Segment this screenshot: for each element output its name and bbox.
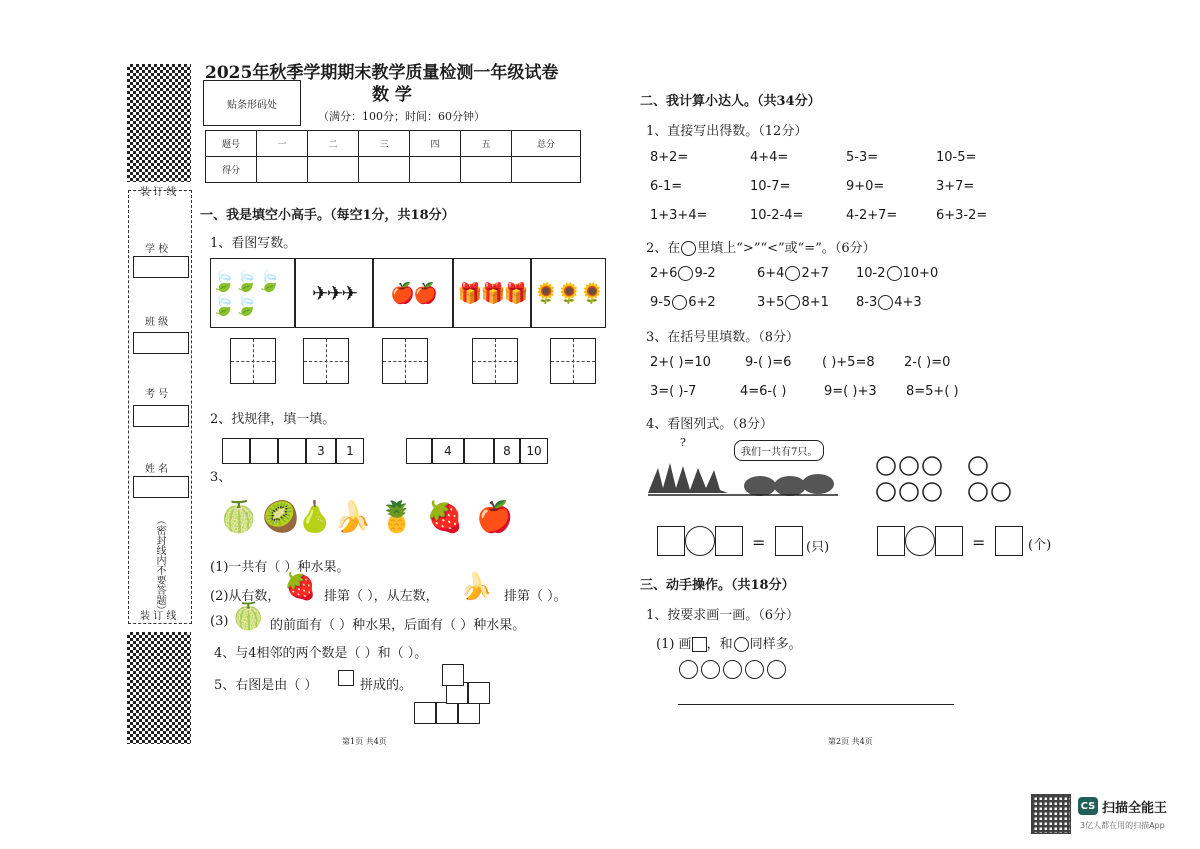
field-id-input[interactable] bbox=[133, 405, 189, 427]
calc-item: 1+3+4= bbox=[650, 208, 708, 223]
part1-heading: 一、我是填空小高手。（每空1分，共18分） bbox=[200, 208, 455, 223]
compare-circle[interactable] bbox=[887, 266, 902, 281]
part2-q2-start: 2、在 bbox=[646, 241, 681, 256]
compare-circle[interactable] bbox=[878, 295, 893, 310]
pattern-strip-top bbox=[127, 64, 191, 182]
score-table bbox=[205, 130, 581, 183]
part3-q1-1-mid: ，和 bbox=[706, 637, 733, 652]
equals-sign: = bbox=[752, 533, 766, 552]
fruit-apple-icon: 🍎 bbox=[476, 500, 514, 535]
calc-item: 10-7= bbox=[750, 179, 791, 194]
cube bbox=[436, 702, 458, 724]
score-row-label: 得分 bbox=[206, 157, 257, 183]
fill-item[interactable]: 2-( )=0 bbox=[904, 355, 951, 370]
drawing-answer-line[interactable] bbox=[678, 704, 954, 705]
square-icon bbox=[692, 637, 707, 652]
score-header-cell: 四 bbox=[410, 131, 461, 157]
answer-box[interactable] bbox=[775, 526, 803, 556]
score-input-cell[interactable] bbox=[410, 157, 461, 183]
fruit-melon-icon: 🍈 bbox=[220, 500, 258, 535]
exam-meta: （满分：100分；时间：60分钟） bbox=[318, 110, 485, 123]
fill-item[interactable]: ( )+5=8 bbox=[822, 355, 875, 370]
part1-q3-1: (1)一共有（ ）种水果。 bbox=[210, 560, 350, 575]
equation-box[interactable] bbox=[877, 526, 905, 556]
answer-grid[interactable] bbox=[303, 338, 349, 384]
fruit-kiwi-icon: 🥝 bbox=[262, 500, 300, 535]
equation-box[interactable] bbox=[715, 526, 743, 556]
question-mark: ? bbox=[680, 436, 686, 449]
part1-q2: 2、找规律，填一填。 bbox=[210, 412, 336, 427]
seal-note: （密封线内不要答题） bbox=[154, 515, 165, 615]
subject-title: 数 学 bbox=[372, 85, 412, 105]
part1-q5-end: 拼成的。 bbox=[360, 678, 413, 693]
score-input-cell[interactable] bbox=[461, 157, 512, 183]
part2-q2-end: 里填上“>”“<”或“=”。（6分） bbox=[697, 241, 876, 256]
part3-heading: 三、动手操作。（共18分） bbox=[640, 578, 795, 593]
picture-leaves: 🍃🍃🍃🍃🍃 bbox=[210, 258, 296, 328]
barcode-sticker-area: 贴条形码处 bbox=[203, 80, 301, 126]
fill-item[interactable]: 9-( )=6 bbox=[745, 355, 792, 370]
speech-bubble: 我们一共有7只。 bbox=[734, 440, 824, 461]
cube bbox=[442, 664, 464, 686]
sample-circle bbox=[767, 660, 786, 679]
calc-item: 3+7= bbox=[936, 179, 975, 194]
cube-stack-figure bbox=[414, 662, 494, 726]
part1-q1: 1、看图写数。 bbox=[210, 236, 297, 251]
sequence2-cell: 10 bbox=[520, 438, 548, 464]
part1-q5-start: 5、右图是由（ ） bbox=[214, 678, 318, 693]
equals-sign: = bbox=[972, 533, 986, 552]
sequence2-cell[interactable] bbox=[464, 438, 494, 464]
calc-item: 9+0= bbox=[846, 179, 885, 194]
answer-grid[interactable] bbox=[472, 338, 518, 384]
operator-circle[interactable] bbox=[685, 526, 715, 556]
part1-q4: 4、与4相邻的两个数是（ ）和（ ）。 bbox=[214, 646, 428, 661]
compare-item: 10-2 10+0 bbox=[856, 266, 939, 281]
fill-item[interactable]: 3=( )-7 bbox=[650, 384, 697, 399]
field-school-input[interactable] bbox=[133, 256, 189, 278]
page-footer-2: 第2页 共4页 bbox=[828, 737, 873, 746]
answer-grid[interactable] bbox=[230, 338, 276, 384]
equation-box[interactable] bbox=[657, 526, 685, 556]
sample-circle bbox=[745, 660, 764, 679]
compare-circle[interactable] bbox=[672, 295, 687, 310]
picture-planes: ✈✈✈ bbox=[294, 258, 374, 328]
compare-circle[interactable] bbox=[785, 266, 800, 281]
answer-grid[interactable] bbox=[550, 338, 596, 384]
calc-item: 4+4= bbox=[750, 150, 789, 165]
score-value-row bbox=[206, 157, 581, 183]
circle-icon bbox=[734, 637, 749, 652]
sequence2-cell: 8 bbox=[494, 438, 520, 464]
circle-icon bbox=[681, 241, 696, 256]
fruit-strawberry-icon: 🍓 bbox=[426, 500, 464, 535]
unit-label: (只) bbox=[806, 540, 830, 555]
sequence1-cell: 3 bbox=[306, 438, 336, 464]
compare-item: 8-3 4+3 bbox=[856, 295, 922, 310]
score-header-cell: 总分 bbox=[512, 131, 581, 157]
sequence1-cell[interactable] bbox=[278, 438, 306, 464]
part2-q1: 1、直接写出得数。（12分） bbox=[646, 124, 808, 139]
page-footer-1: 第1页 共4页 bbox=[342, 737, 387, 746]
part1-q3-3-start: (3) bbox=[210, 614, 229, 629]
field-label-id: 考 号 bbox=[145, 389, 169, 400]
calc-item: 6-1= bbox=[650, 179, 683, 194]
part2-q4: 4、看图列式。（8分） bbox=[646, 417, 774, 432]
sample-circle bbox=[701, 660, 720, 679]
compare-circle[interactable] bbox=[678, 266, 693, 281]
score-header-cell: 三 bbox=[359, 131, 410, 157]
picture-flowers: 🌻🌻🌻 bbox=[530, 258, 606, 328]
field-name-input[interactable] bbox=[133, 476, 189, 498]
part1-q3-2-mid: 排第（ ），从左数， bbox=[324, 589, 439, 604]
answer-box[interactable] bbox=[995, 526, 1023, 556]
cube bbox=[468, 682, 490, 704]
part3-q1: 1、按要求画一画。（6分） bbox=[646, 608, 800, 623]
part2-heading: 二、我计算小达人。（共34分） bbox=[640, 94, 821, 109]
qr-code bbox=[1031, 794, 1071, 834]
sequence1-cell: 1 bbox=[336, 438, 364, 464]
cube bbox=[414, 702, 436, 724]
calc-item: 5-3= bbox=[846, 150, 879, 165]
compare-item: 3+5 8+1 bbox=[757, 295, 829, 310]
melon-icon: 🍈 bbox=[232, 602, 265, 632]
part2-q3: 3、在括号里填数。（8分） bbox=[646, 330, 800, 345]
fruit-pineapple-icon: 🍍 bbox=[378, 500, 416, 535]
part1-q3-3-end: 的前面有（ ）种水果，后面有（ ）种水果。 bbox=[270, 618, 526, 633]
part1-q3: 3、 bbox=[210, 470, 232, 485]
score-input-cell[interactable] bbox=[308, 157, 359, 183]
score-input-cell[interactable] bbox=[359, 157, 410, 183]
scanner-tagline: 3亿人都在用的扫描App bbox=[1080, 821, 1165, 830]
sequence2-cell[interactable] bbox=[406, 438, 432, 464]
part1-q3-2-start: (2)从右数， bbox=[210, 589, 281, 604]
field-class-input[interactable] bbox=[133, 332, 189, 354]
score-header-cell: 二 bbox=[308, 131, 359, 157]
calc-item: 4-2+7= bbox=[846, 208, 898, 223]
part1-q3-2-end: 排第（ ）。 bbox=[504, 589, 567, 604]
fill-item[interactable]: 4=6-( ) bbox=[740, 384, 787, 399]
picture-boxes: 🎁🎁🎁 bbox=[452, 258, 532, 328]
strawberry-icon: 🍓 bbox=[284, 572, 317, 602]
fill-item[interactable]: 2+( )=10 bbox=[650, 355, 711, 370]
pattern-strip-bottom bbox=[127, 632, 191, 744]
calc-item: 8+2= bbox=[650, 150, 689, 165]
compare-item: 2+6 9-2 bbox=[650, 266, 716, 281]
scanner-app-name: 扫描全能王 bbox=[1102, 801, 1168, 816]
binding-line-top: 装 订 线 bbox=[140, 187, 177, 198]
exam-title: 2025年秋季学期期末教学质量检测一年级试卷 bbox=[205, 63, 559, 83]
field-label-school: 学 校 bbox=[145, 244, 169, 255]
field-label-name: 姓 名 bbox=[145, 464, 169, 475]
compare-circle[interactable] bbox=[785, 295, 800, 310]
picture-fruit-plate: 🍎🍎 bbox=[372, 258, 454, 328]
unit-label: (个) bbox=[1028, 538, 1052, 553]
fill-item[interactable]: 8=5+( ) bbox=[906, 384, 959, 399]
binding-line-bottom: 装 订 线 bbox=[140, 611, 177, 622]
apples-group bbox=[874, 454, 1024, 508]
score-header-row bbox=[206, 131, 581, 157]
equation-box[interactable] bbox=[935, 526, 963, 556]
fill-item[interactable]: 9=( )+3 bbox=[824, 384, 877, 399]
cube bbox=[458, 702, 480, 724]
operator-circle[interactable] bbox=[905, 526, 935, 556]
score-header-cell: 一 bbox=[257, 131, 308, 157]
part3-q1-1 bbox=[656, 633, 802, 652]
sample-circle bbox=[723, 660, 742, 679]
banana-icon: 🍌 bbox=[460, 572, 493, 602]
score-input-cell[interactable] bbox=[257, 157, 308, 183]
sequence1-cell[interactable] bbox=[222, 438, 250, 464]
sequence1-cell[interactable] bbox=[250, 438, 278, 464]
calc-item: 10-2-4= bbox=[750, 208, 804, 223]
sample-circle bbox=[679, 660, 698, 679]
calc-item: 10-5= bbox=[936, 150, 977, 165]
cube-icon bbox=[338, 670, 354, 686]
score-header-cell: 题号 bbox=[206, 131, 257, 157]
compare-item: 9-5 6+2 bbox=[650, 295, 716, 310]
answer-grid[interactable] bbox=[382, 338, 428, 384]
fruit-banana-icon: 🍌 bbox=[334, 500, 372, 535]
fruit-pear-icon: 🍐 bbox=[296, 500, 334, 535]
part3-q1-1-end: 同样多。 bbox=[749, 637, 802, 652]
compare-item: 6+4 2+7 bbox=[757, 266, 829, 281]
scanner-logo-icon: CS bbox=[1078, 797, 1098, 815]
calc-item: 6+3-2= bbox=[936, 208, 988, 223]
part3-q1-1-start: (1) 画 bbox=[656, 637, 692, 652]
field-label-class: 班 级 bbox=[145, 317, 169, 328]
score-input-cell[interactable] bbox=[512, 157, 581, 183]
part2-q2 bbox=[646, 237, 876, 256]
score-header-cell: 五 bbox=[461, 131, 512, 157]
sequence2-cell: 4 bbox=[432, 438, 464, 464]
